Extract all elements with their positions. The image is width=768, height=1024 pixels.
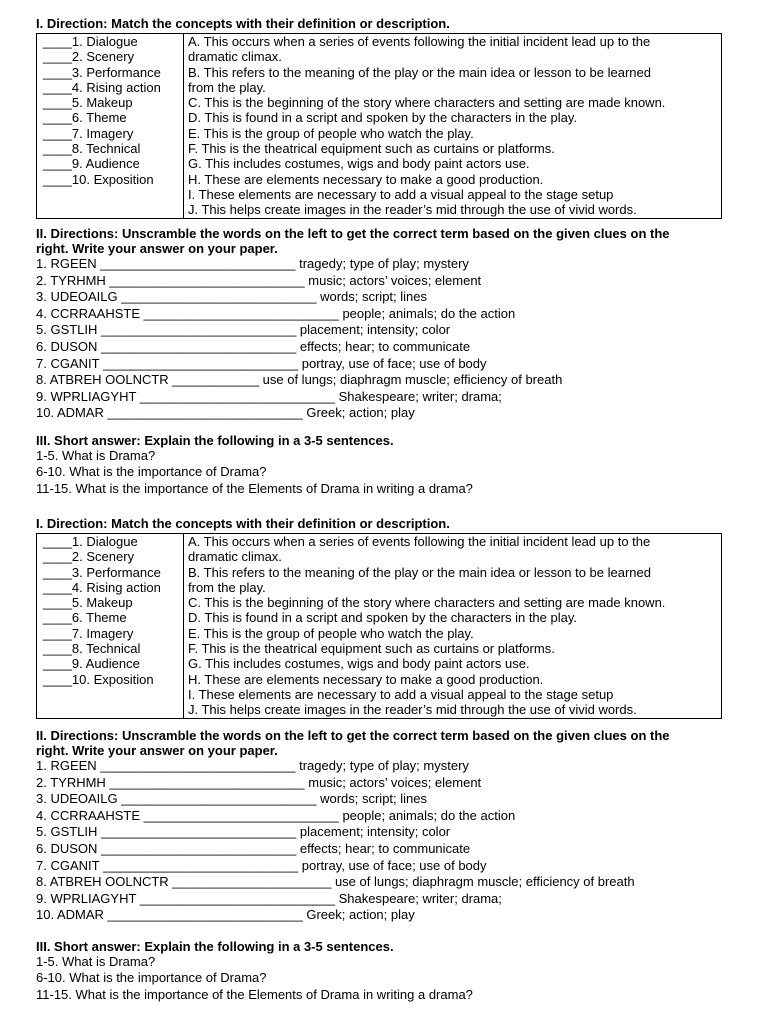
definition-line: dramatic climax. <box>188 49 282 65</box>
concept-item: ____10. Exposition <box>43 171 154 187</box>
definition-line: J. This helps create images in the reader’s mid through the use of vivid words. <box>188 202 637 218</box>
definition-line: F. This is the theatrical equipment such as curtains or platforms. <box>188 141 555 157</box>
part1-section-copy <box>36 516 732 719</box>
part3-heading: III. Short answer: Explain the following in a 3-5 sentences. <box>36 433 394 448</box>
unscramble-item: 2. TYRHMH ___________________________ music; actors’ voices; element <box>36 774 482 790</box>
part2-section <box>36 226 732 422</box>
unscramble-item: 9. WPRLIAGYHT ___________________________ Shakespeare; writer; drama; <box>36 890 502 906</box>
definition-line: A. This occurs when a series of events following the initial incident lead up to the <box>188 34 651 49</box>
unscramble-item: 10. ADMAR ___________________________ Greek; action; play <box>36 405 415 421</box>
definition-line: J. This helps create images in the reader’s mid through the use of vivid words. <box>188 702 637 718</box>
short-answer-question: 11-15. What is the importance of the Elements of Drama in writing a drama? <box>36 480 473 496</box>
definition-line: B. This refers to the meaning of the play or the main idea or lesson to be learned <box>188 64 651 80</box>
definition-line: H. These are elements necessary to make a good production. <box>188 671 544 687</box>
unscramble-item: 3. UDEOAILG ___________________________ words; script; lines <box>36 791 427 807</box>
concept-item: ____3. Performance <box>43 64 161 80</box>
definition-line: C. This is the beginning of the story where characters and setting are made known. <box>188 95 666 111</box>
definitions-column <box>184 34 722 219</box>
concept-item: ____3. Performance <box>43 564 161 580</box>
definition-line: I. These elements are necessary to add a visual appeal to the stage setup <box>188 686 614 702</box>
part3-heading: III. Short answer: Explain the following in a 3-5 sentences. <box>36 939 394 954</box>
definition-line: dramatic climax. <box>188 549 282 565</box>
part3-section <box>36 433 732 497</box>
unscramble-item: 2. TYRHMH ___________________________ music; actors’ voices; element <box>36 272 482 288</box>
concept-item: ____2. Scenery <box>43 549 135 565</box>
definition-line: A. This occurs when a series of events following the initial incident lead up to the <box>188 534 651 549</box>
concept-item: ____9. Audience <box>43 656 140 672</box>
concept-item: ____7. Imagery <box>43 625 134 641</box>
part2-heading-line1: II. Directions: Unscramble the words on the left to get the correct term based on the given clues on the <box>36 728 670 743</box>
unscramble-item: 6. DUSON ___________________________ effects; hear; to communicate <box>36 840 471 856</box>
definition-line: B. This refers to the meaning of the play or the main idea or lesson to be learned <box>188 564 651 580</box>
short-answer-question: 11-15. What is the importance of the Elements of Drama in writing a drama? <box>36 986 473 1002</box>
part2-heading-line1: II. Directions: Unscramble the words on the left to get the correct term based on the given clues on the <box>36 226 670 241</box>
definition-line: F. This is the theatrical equipment such as curtains or platforms. <box>188 641 555 657</box>
short-answer-question: 1-5. What is Drama? <box>36 954 156 969</box>
unscramble-item: 3. UDEOAILG ___________________________ words; script; lines <box>36 289 427 305</box>
concepts-column <box>37 534 184 719</box>
definition-line: C. This is the beginning of the story where characters and setting are made known. <box>188 595 666 611</box>
definition-line: G. This includes costumes, wigs and body paint actors use. <box>188 156 530 172</box>
definition-line: E. This is the group of people who watch the play. <box>188 125 474 141</box>
concepts-column <box>37 34 184 219</box>
definitions-column <box>184 534 722 719</box>
concept-item: ____8. Technical <box>43 141 141 157</box>
unscramble-item: 1. RGEEN ___________________________ tragedy; type of play; mystery <box>36 758 469 773</box>
definition-line: D. This is found in a script and spoken by the characters in the play. <box>188 110 578 126</box>
short-answer-question: 6-10. What is the importance of Drama? <box>36 970 267 986</box>
part2-section-copy <box>36 728 732 924</box>
concept-item: ____1. Dialogue <box>43 34 138 49</box>
short-answer-question: 6-10. What is the importance of Drama? <box>36 464 267 480</box>
part1-heading: I. Direction: Match the concepts with their definition or description. <box>36 516 450 531</box>
unscramble-item: 6. DUSON ___________________________ effects; hear; to communicate <box>36 338 471 354</box>
concept-item: ____1. Dialogue <box>43 534 138 549</box>
definition-line: H. These are elements necessary to make a good production. <box>188 171 544 187</box>
definition-line: I. These elements are necessary to add a visual appeal to the stage setup <box>188 186 614 202</box>
unscramble-item: 7. CGANIT ___________________________ portray, use of face; use of body <box>36 857 487 873</box>
part2-heading-line2: right. Write your answer on your paper. <box>36 241 278 256</box>
concept-item: ____10. Exposition <box>43 671 154 687</box>
definition-line: from the play. <box>188 579 266 595</box>
short-answer-question: 1-5. What is Drama? <box>36 448 156 463</box>
concept-item: ____7. Imagery <box>43 125 134 141</box>
definition-line: D. This is found in a script and spoken by the characters in the play. <box>188 610 578 626</box>
unscramble-item: 1. RGEEN ___________________________ tragedy; type of play; mystery <box>36 256 469 271</box>
concept-item: ____4. Rising action <box>43 579 161 595</box>
unscramble-item: 10. ADMAR ___________________________ Greek; action; play <box>36 907 415 923</box>
concept-item: ____5. Makeup <box>43 95 133 111</box>
unscramble-item: 4. CCRRAAHSTE ___________________________ people; animals; do the action <box>36 305 516 321</box>
unscramble-item: 9. WPRLIAGYHT ___________________________ Shakespeare; writer; drama; <box>36 388 502 404</box>
matching-table <box>36 533 722 719</box>
definition-line: from the play. <box>188 79 266 95</box>
part3-section-copy <box>36 939 732 1003</box>
concept-item: ____5. Makeup <box>43 595 133 611</box>
concept-item: ____6. Theme <box>43 610 127 626</box>
definition-line: E. This is the group of people who watch the play. <box>188 625 474 641</box>
concept-item: ____8. Technical <box>43 641 141 657</box>
unscramble-item: 7. CGANIT ___________________________ portray, use of face; use of body <box>36 355 487 371</box>
concept-item: ____9. Audience <box>43 156 140 172</box>
part1-section <box>36 16 732 219</box>
concept-item: ____6. Theme <box>43 110 127 126</box>
concept-item: ____4. Rising action <box>43 79 161 95</box>
unscramble-item: 8. ATBREH OOLNCTR ____________ use of lungs; diaphragm muscle; efficiency of breath <box>36 372 563 388</box>
unscramble-item: 4. CCRRAAHSTE ___________________________ people; animals; do the action <box>36 807 516 823</box>
unscramble-item: 5. GSTLIH ___________________________ placement; intensity; color <box>36 824 451 840</box>
matching-table <box>36 33 722 219</box>
unscramble-item: 8. ATBREH OOLNCTR ______________________ use of lungs; diaphragm muscle; efficiency of breath <box>36 874 635 890</box>
concept-item: ____2. Scenery <box>43 49 135 65</box>
unscramble-item: 5. GSTLIH ___________________________ placement; intensity; color <box>36 322 451 338</box>
definition-line: G. This includes costumes, wigs and body paint actors use. <box>188 656 530 672</box>
part2-heading-line2: right. Write your answer on your paper. <box>36 743 278 758</box>
part1-heading: I. Direction: Match the concepts with their definition or description. <box>36 16 450 31</box>
